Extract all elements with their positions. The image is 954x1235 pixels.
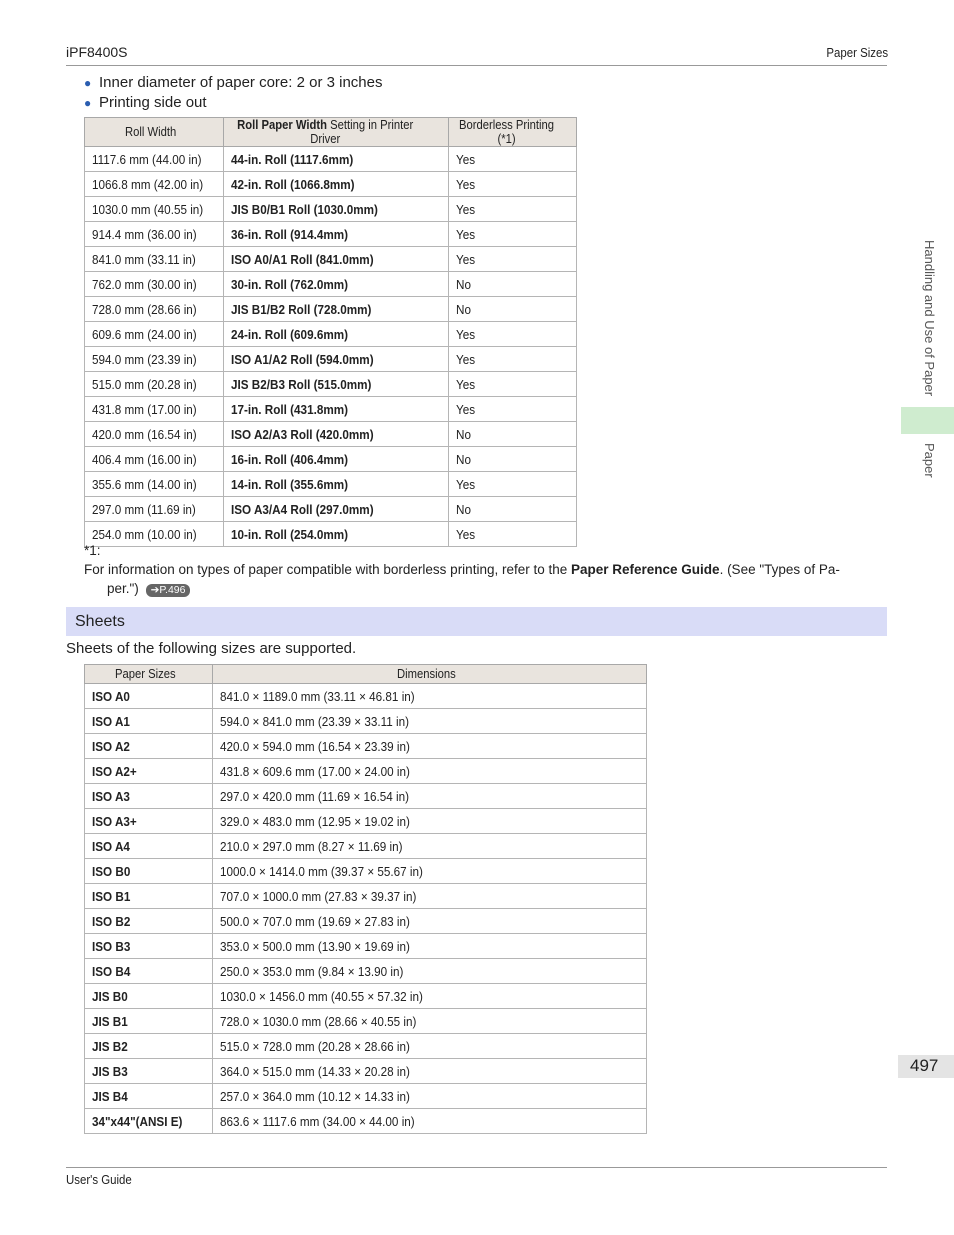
dimensions-cell: 1030.0 × 1456.0 mm (40.55 × 57.32 in)	[213, 984, 647, 1009]
driver-setting-cell: 17-in. Roll (431.8mm)	[223, 397, 448, 422]
roll-width-cell: 431.8 mm (17.00 in)	[85, 397, 224, 422]
driver-setting-cell: JIS B2/B3 Roll (515.0mm)	[223, 372, 448, 397]
borderless-cell: Yes	[448, 222, 576, 247]
driver-setting-cell: 42-in. Roll (1066.8mm)	[223, 172, 448, 197]
driver-setting-cell: 16-in. Roll (406.4mm)	[223, 447, 448, 472]
roll-width-cell: 609.6 mm (24.00 in)	[85, 322, 224, 347]
paper-size-cell: ISO A3+	[85, 809, 213, 834]
dimensions-cell: 353.0 × 500.0 mm (13.90 × 19.69 in)	[213, 934, 647, 959]
table-row	[85, 1084, 647, 1109]
paper-size-cell: JIS B2	[85, 1034, 213, 1059]
driver-setting-cell: ISO A0/A1 Roll (841.0mm)	[223, 247, 448, 272]
table-row	[85, 859, 647, 884]
side-tab-chapter[interactable]: Handling and Use of Paper	[922, 240, 937, 397]
table-row	[85, 1109, 647, 1134]
table-row	[85, 272, 577, 297]
footnote-guide-name: Paper Reference Guide	[571, 562, 720, 577]
dimensions-cell: 329.0 × 483.0 mm (12.95 × 19.02 in)	[213, 809, 647, 834]
header-dimensions: Dimensions	[213, 665, 647, 684]
header-section: Paper Sizes	[826, 45, 888, 60]
borderless-cell: No	[448, 447, 576, 472]
page-number: 497	[898, 1055, 954, 1078]
side-tab-section[interactable]: Paper	[922, 443, 937, 478]
page-reference-link[interactable]: ➔P.496	[146, 584, 191, 597]
footnote	[84, 541, 844, 598]
table-row	[85, 684, 647, 709]
footnote-mark: *1:	[84, 543, 101, 558]
side-tab-active-marker	[901, 407, 954, 434]
table-row	[85, 834, 647, 859]
driver-setting-cell: 30-in. Roll (762.0mm)	[223, 272, 448, 297]
dimensions-cell: 500.0 × 707.0 mm (19.69 × 27.83 in)	[213, 909, 647, 934]
table-row	[85, 197, 577, 222]
bullet-item	[84, 93, 383, 113]
paper-size-cell: ISO B0	[85, 859, 213, 884]
header-roll-width: Roll Width	[85, 118, 224, 147]
borderless-cell: Yes	[448, 347, 576, 372]
bullet-item	[84, 73, 383, 93]
paper-size-cell: ISO B1	[85, 884, 213, 909]
roll-width-cell: 355.6 mm (14.00 in)	[85, 472, 224, 497]
table-row	[85, 734, 647, 759]
roll-width-cell: 1066.8 mm (42.00 in)	[85, 172, 224, 197]
roll-width-cell: 420.0 mm (16.54 in)	[85, 422, 224, 447]
roll-width-cell: 406.4 mm (16.00 in)	[85, 447, 224, 472]
paper-size-cell: ISO A1	[85, 709, 213, 734]
dimensions-cell: 250.0 × 353.0 mm (9.84 × 13.90 in)	[213, 959, 647, 984]
bullet-list	[84, 73, 383, 113]
paper-size-cell: ISO B4	[85, 959, 213, 984]
roll-width-cell: 762.0 mm (30.00 in)	[85, 272, 224, 297]
table-row	[85, 347, 577, 372]
borderless-cell: Yes	[448, 522, 576, 547]
dimensions-cell: 863.6 × 1117.6 mm (34.00 × 44.00 in)	[213, 1109, 647, 1134]
table-row	[85, 497, 577, 522]
table-row	[85, 909, 647, 934]
table-row	[85, 809, 647, 834]
paper-size-cell: 34"x44"(ANSI E)	[85, 1109, 213, 1134]
table-header-row	[85, 665, 647, 684]
table-row	[85, 984, 647, 1009]
driver-setting-cell: 44-in. Roll (1117.6mm)	[223, 147, 448, 172]
paper-size-cell: JIS B1	[85, 1009, 213, 1034]
borderless-cell: Yes	[448, 247, 576, 272]
footer-title: User's Guide	[66, 1172, 132, 1187]
borderless-cell: Yes	[448, 322, 576, 347]
paper-size-cell: ISO A4	[85, 834, 213, 859]
table-row	[85, 959, 647, 984]
driver-setting-cell: JIS B1/B2 Roll (728.0mm)	[223, 297, 448, 322]
bullet-text: Inner diameter of paper core: 2 or 3 inches	[99, 74, 383, 91]
paper-size-cell: ISO B2	[85, 909, 213, 934]
roll-width-cell: 1117.6 mm (44.00 in)	[85, 147, 224, 172]
table-row	[85, 884, 647, 909]
table-row	[85, 247, 577, 272]
dimensions-cell: 1000.0 × 1414.0 mm (39.37 × 55.67 in)	[213, 859, 647, 884]
dimensions-cell: 728.0 × 1030.0 mm (28.66 × 40.55 in)	[213, 1009, 647, 1034]
footnote-text-after: . (See "Types of Pa-	[719, 562, 840, 577]
dimensions-cell: 515.0 × 728.0 mm (20.28 × 28.66 in)	[213, 1034, 647, 1059]
table-row	[85, 709, 647, 734]
dimensions-cell: 210.0 × 297.0 mm (8.27 × 11.69 in)	[213, 834, 647, 859]
table-row	[85, 934, 647, 959]
driver-setting-cell: ISO A1/A2 Roll (594.0mm)	[223, 347, 448, 372]
table-row	[85, 784, 647, 809]
driver-setting-cell: 10-in. Roll (254.0mm)	[223, 522, 448, 547]
table-row	[85, 1059, 647, 1084]
paper-size-cell: ISO A2	[85, 734, 213, 759]
borderless-cell: Yes	[448, 397, 576, 422]
table-row	[85, 422, 577, 447]
dimensions-cell: 420.0 × 594.0 mm (16.54 × 23.39 in)	[213, 734, 647, 759]
borderless-cell: Yes	[448, 197, 576, 222]
bullet-dot-icon: ●	[84, 96, 92, 110]
section-intro: Sheets of the following sizes are supported.	[66, 640, 357, 657]
paper-size-cell: ISO A2+	[85, 759, 213, 784]
borderless-cell: Yes	[448, 172, 576, 197]
roll-width-cell: 515.0 mm (20.28 in)	[85, 372, 224, 397]
roll-width-cell: 914.4 mm (36.00 in)	[85, 222, 224, 247]
driver-setting-cell: 36-in. Roll (914.4mm)	[223, 222, 448, 247]
driver-setting-cell: 24-in. Roll (609.6mm)	[223, 322, 448, 347]
roll-width-table	[84, 117, 577, 547]
roll-width-cell: 728.0 mm (28.66 in)	[85, 297, 224, 322]
footnote-line2: per.")	[107, 581, 139, 596]
driver-setting-cell: ISO A3/A4 Roll (297.0mm)	[223, 497, 448, 522]
dimensions-cell: 364.0 × 515.0 mm (14.33 × 20.28 in)	[213, 1059, 647, 1084]
table-row	[85, 147, 577, 172]
driver-setting-cell: ISO A2/A3 Roll (420.0mm)	[223, 422, 448, 447]
paper-size-cell: JIS B3	[85, 1059, 213, 1084]
paper-size-cell: ISO B3	[85, 934, 213, 959]
roll-width-cell: 297.0 mm (11.69 in)	[85, 497, 224, 522]
dimensions-cell: 297.0 × 420.0 mm (11.69 × 16.54 in)	[213, 784, 647, 809]
table-row	[85, 222, 577, 247]
dimensions-cell: 257.0 × 364.0 mm (10.12 × 14.33 in)	[213, 1084, 647, 1109]
table-row	[85, 322, 577, 347]
dimensions-cell: 431.8 × 609.6 mm (17.00 × 24.00 in)	[213, 759, 647, 784]
bullet-text: Printing side out	[99, 94, 207, 111]
roll-width-cell: 1030.0 mm (40.55 in)	[85, 197, 224, 222]
dimensions-cell: 707.0 × 1000.0 mm (27.83 × 39.37 in)	[213, 884, 647, 909]
table-row	[85, 447, 577, 472]
driver-setting-cell: JIS B0/B1 Roll (1030.0mm)	[223, 197, 448, 222]
borderless-cell: No	[448, 297, 576, 322]
sheet-sizes-table	[84, 664, 647, 1134]
table-row	[85, 172, 577, 197]
header-borderless: Borderless Printing (*1)	[448, 118, 576, 147]
paper-size-cell: JIS B4	[85, 1084, 213, 1109]
dimensions-cell: 841.0 × 1189.0 mm (33.11 × 46.81 in)	[213, 684, 647, 709]
dimensions-cell: 594.0 × 841.0 mm (23.39 × 33.11 in)	[213, 709, 647, 734]
table-header-row	[85, 118, 577, 147]
roll-width-cell: 254.0 mm (10.00 in)	[85, 522, 224, 547]
header-rule	[66, 65, 887, 66]
borderless-cell: Yes	[448, 472, 576, 497]
footnote-text: For information on types of paper compatible with borderless printing, refer to the	[84, 562, 571, 577]
header-roll-paper-width: Roll Paper Width Setting in Printer Driver	[223, 118, 448, 147]
table-row	[85, 472, 577, 497]
bullet-dot-icon: ●	[84, 76, 92, 90]
table-row	[85, 297, 577, 322]
driver-setting-cell: 14-in. Roll (355.6mm)	[223, 472, 448, 497]
paper-size-cell: ISO A0	[85, 684, 213, 709]
table-row	[85, 372, 577, 397]
paper-size-cell: JIS B0	[85, 984, 213, 1009]
borderless-cell: Yes	[448, 147, 576, 172]
section-heading-bar	[66, 607, 887, 636]
borderless-cell: No	[448, 272, 576, 297]
table-row	[85, 1034, 647, 1059]
table-row	[85, 397, 577, 422]
borderless-cell: No	[448, 422, 576, 447]
section-title: Sheets	[75, 613, 125, 630]
roll-width-cell: 594.0 mm (23.39 in)	[85, 347, 224, 372]
roll-width-cell: 841.0 mm (33.11 in)	[85, 247, 224, 272]
footer-rule	[66, 1167, 887, 1168]
table-row	[85, 759, 647, 784]
paper-size-cell: ISO A3	[85, 784, 213, 809]
table-row	[85, 1009, 647, 1034]
header-product: iPF8400S	[66, 44, 128, 60]
borderless-cell: No	[448, 497, 576, 522]
header-paper-sizes: Paper Sizes	[85, 665, 213, 684]
borderless-cell: Yes	[448, 372, 576, 397]
